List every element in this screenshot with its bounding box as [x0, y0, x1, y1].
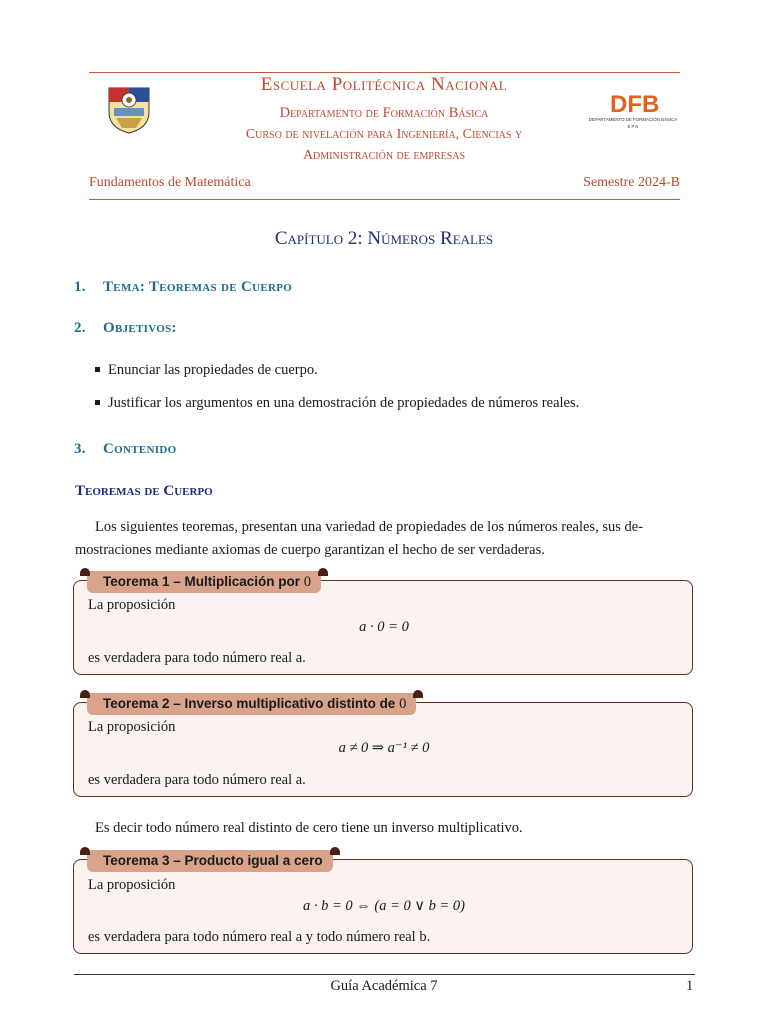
- bullet-square-icon: [95, 400, 100, 405]
- section-3-heading: [74, 441, 176, 458]
- theorem-3-formula: a · b = 0 ⇔ (a = 0 ∨ b = 0): [303, 898, 465, 914]
- theorem-title-math: 0: [399, 696, 407, 712]
- bullet-square-icon: [95, 367, 100, 372]
- section-2-heading: [74, 320, 177, 337]
- intro-paragraph: [75, 516, 695, 562]
- section-number: 3.: [74, 441, 86, 457]
- department-name: Departamento de Formación Básica: [279, 105, 489, 121]
- course-name-line2: Administración de empresas: [302, 148, 466, 163]
- course-name-line1: Curso de nivelación para Ingeniería, Ciencias y: [245, 127, 523, 142]
- chapter-title: Capítulo 2: Números Reales: [274, 228, 494, 249]
- theorem-3-title: [87, 850, 333, 872]
- subject-name: Fundamentos de Matemática: [89, 175, 251, 190]
- objective-text: Justificar los argumentos en una demostración de propiedades de números reales.: [108, 395, 580, 411]
- section-title: Contenido: [103, 441, 177, 457]
- dfb-logo-sub: E P N: [627, 124, 639, 129]
- page-number: 1: [686, 978, 694, 994]
- theorem-title-text: Teorema 3 – Producto igual a cero: [103, 853, 323, 868]
- theorem-title-text: Teorema 2 – Inverso multiplicativo distinto de: [103, 696, 400, 711]
- theorem-2-line2: es verdadera para todo número real a.: [88, 772, 306, 788]
- header-bottom-rule: [89, 199, 680, 200]
- theorem-3-box: [73, 853, 693, 954]
- epn-shield-logo: [106, 86, 152, 134]
- theorem-2-formula: a ≠ 0 ⇒ a⁻¹ ≠ 0: [338, 740, 430, 756]
- theorem-3-line2: es verdadera para todo número real a y todo número real b.: [88, 929, 431, 945]
- footer-guide-label: Guía Académica 7: [330, 978, 438, 994]
- section-title: Objetivos:: [103, 320, 177, 336]
- intro-line-1: Los siguientes teoremas, presentan una variedad de propiedades de los números reales, sus de-: [95, 519, 644, 535]
- theorem-1-formula: a · 0 = 0: [359, 619, 409, 635]
- dfb-logo: [588, 88, 678, 132]
- theorem-1-title: [87, 571, 321, 593]
- theorem-title-math: 0: [303, 574, 312, 590]
- semester-label: Semestre 2024-B: [583, 175, 680, 190]
- dfb-logo-text: DFB: [610, 91, 660, 118]
- school-name: Escuela Politécnica Nacional: [260, 74, 508, 95]
- header-top-rule: [89, 72, 680, 73]
- theorem-1-line2: es verdadera para todo número real a.: [88, 650, 306, 666]
- objective-item: [95, 362, 318, 379]
- theorem-1-line1: La proposición: [88, 597, 176, 613]
- theorem-3-line1: La proposición: [88, 877, 176, 893]
- section-number: 2.: [74, 320, 86, 336]
- intro-line-2: mostraciones mediante axiomas de cuerpo garantizan el hecho de ser verdaderas.: [75, 542, 545, 558]
- objective-text: Enunciar las propiedades de cuerpo.: [108, 362, 318, 378]
- theorem-2-line1: La proposición: [88, 719, 176, 735]
- section-title: Tema: Teoremas de Cuerpo: [103, 279, 293, 295]
- footer-rule: [74, 974, 695, 975]
- theorem-2-box: [73, 696, 693, 797]
- section-1-heading: [74, 279, 292, 296]
- objective-item: [95, 395, 579, 412]
- theorem-1-box: [73, 574, 693, 675]
- theorem-2-title: [87, 693, 416, 715]
- between-paragraph: Es decir todo número real distinto de cero tiene un inverso multiplicativo.: [95, 820, 523, 836]
- dfb-logo-caption: DEPARTAMENTO DE FORMACIÓN BÁSICA: [588, 117, 678, 122]
- section-number: 1.: [74, 279, 86, 295]
- theorem-title-text: Teorema 1 – Multiplicación por: [103, 574, 304, 589]
- subsection-title: Teoremas de Cuerpo: [75, 483, 213, 499]
